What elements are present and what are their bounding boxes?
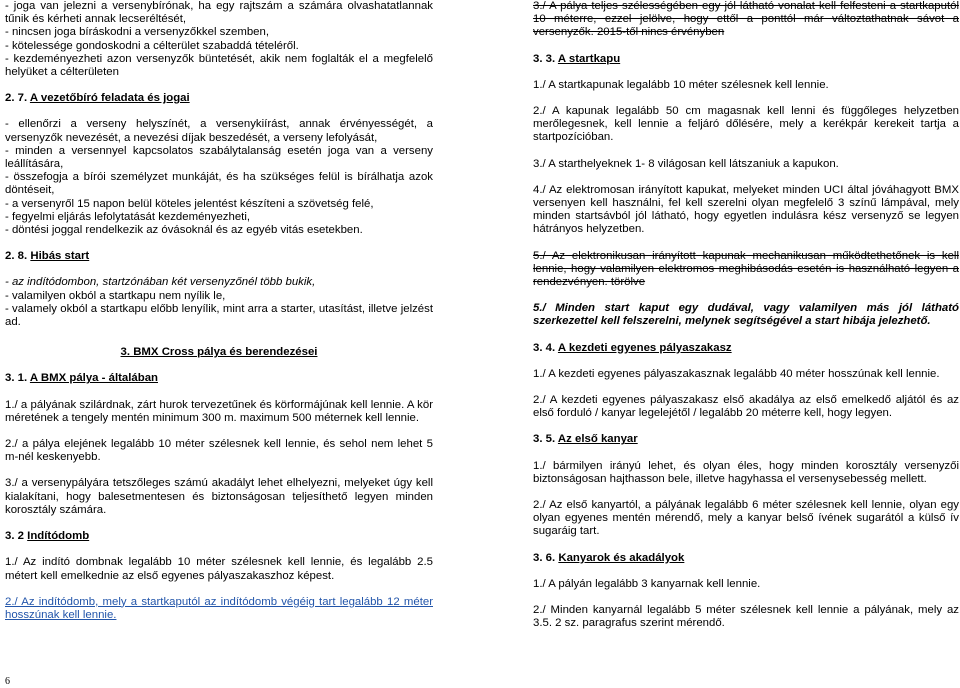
section-title: Kanyarok és akadályok [558, 551, 685, 564]
section-number: 3. 5. [533, 433, 556, 446]
section-title: A kezdeti egyenes pályaszakasz [557, 341, 732, 354]
intro-line: - joga van jelezni a versenybírónak, ha egy rajtszám a számára olvashatatlannak tűnik és kérheti annak lecseréltését, [5, 0, 433, 26]
list-item: - összefogja a bírói személyzet munkáját, és ha szükséges felül is bírálhatja azok döntéseit, [5, 171, 433, 197]
section-title: A startkapu [557, 52, 621, 65]
paragraph: 1./ a pályának szilárdnak, zárt hurok tervezetűnek és körformájúnak kell lennie. A kör méretének a tengely mentén minimum 300 m. maximum 500 méternek kell lennie. [5, 398, 433, 424]
paragraph: 2./ Minden kanyarnál legalább 5 méter szélesnek kell lennie a pályának, mely az 3.5. 2 sz. paragrafus szerint mérendő. [533, 604, 959, 630]
list-item: - döntési joggal rendelkezik az óvásoknál és az egyéb vitás esetekben. [5, 224, 363, 237]
section-number: 3. 6. [533, 551, 556, 564]
section-title: Indítódomb [27, 530, 90, 543]
list-item: - a versenyről 15 napon belül köteles jelentést készíteni a szövetség felé, [5, 197, 374, 210]
section-heading-3-4 [533, 342, 959, 355]
right-column [533, 0, 959, 631]
section-title: A vezetőbíró feladata és jogai [29, 92, 190, 105]
paragraph-struck: 3./ A pálya teljes szélességében egy jól látható vonalat kell felfesteni a startkaputól 10 méterre, ezzel jelölve, hogy ettől a ponttól már változtathatnak sávot a versenyzők. 2015-től nincs érvényben [533, 0, 959, 39]
paragraph-emphasis: 5./ Minden start kaput egy dudával, vagy valamilyen más jól látható szerkezettel kell felszerelni, melynek segítségével a start hibája jelezhető. [533, 302, 959, 328]
section-title: Az első kanyar [557, 433, 638, 446]
intro-line: - kezdeményezheti azon versenyzők büntetését, akik nem foglalták el a megfelelő helyüket a célterületen [5, 52, 433, 79]
paragraph: 3./ A starthelyeknek 1- 8 világosan kell látszaniuk a kapukon. [533, 157, 839, 170]
list-item: - valamely okból a startkapu előbb lenyílik, mint arra a starter, utasítást, illetve jelzést ad. [5, 302, 433, 329]
section-heading-3-5 [533, 433, 959, 446]
paragraph: 2./ Az első kanyartól, a pályának legalább 6 méter szélesnek kell lennie, olyan egy olyan egyenes mentén mérendő, mely a kanyar belső ívének sugarától a külső ív sugaráig tart. [533, 499, 959, 538]
paragraph-struck: 5./ Az elektronikusan irányított kapunak mechanikusan működtethetőnek is kell lennie, hogy valamilyen elektromos meghibásodás esetén is használható legyen a rendezvényen. törölve [533, 249, 959, 289]
section-heading-3-6 [533, 552, 959, 565]
list-item: - valamilyen okból a startkapu nem nyílik le, [5, 289, 226, 302]
section-title: Hibás start [30, 250, 90, 263]
chapter-heading: 3. BMX Cross pálya és berendezései [120, 346, 318, 359]
section-heading-3-1 [5, 372, 433, 385]
paragraph: 2./ A kezdeti egyenes pályaszakasz első akadálya az első emelkedő aljától és az első forduló / kanyar legelejétől / legalább 20 méterre kell, hogy legyen. [533, 394, 959, 420]
section-title: A BMX pálya - általában [29, 372, 158, 385]
paragraph: 2./ A kapunak legalább 50 cm magasnak kell lenni és függőleges helyzetben merőlegesnek, kell lennie a feljáró dőlésére, mely a kerékpár kerekeit tartja a startpozícióban. [533, 105, 959, 144]
list-item: - minden a versennyel kapcsolatos szabálytalanság esetén joga van a verseny leállítására, [5, 144, 433, 171]
paragraph: 2./ a pálya elejének legalább 10 méter szélesnek kell lennie, és sehol nem lehet 5 m-nél keskenyebb. [5, 438, 433, 464]
paragraph: 1./ A kezdeti egyenes pályaszakasznak legalább 40 méter hosszúnak kell lennie. [533, 367, 940, 380]
section-number: 2. 7. [5, 92, 28, 105]
list-item: - az indítódombon, startzónában két versenyzőnél több bukik, [5, 276, 316, 289]
section-number: 3. 4. [533, 341, 556, 354]
intro-line: - kötelessége gondoskodni a célterület szabaddá tételéről. [5, 39, 299, 52]
paragraph: 1./ A pályán legalább 3 kanyarnak kell lennie. [533, 577, 761, 590]
section-heading-2-8 [5, 250, 433, 263]
section-number: 3. 1. [5, 372, 28, 385]
list-item: - ellenőrzi a verseny helyszínét, a versenykiírást, annak érvényességét, a versenyzők nevezését, a nevezési díjak beszedését, a verseny lefolyását, [5, 118, 433, 144]
page-number: 6 [5, 676, 10, 687]
section-number: 3. 3. [533, 52, 556, 65]
section-number: 3. 2 [5, 530, 24, 543]
section-number: 2. 8. [5, 250, 28, 263]
section-heading-3-2 [5, 530, 433, 543]
paragraph: 1./ bármilyen irányú lehet, és olyan éles, hogy minden korosztály versenyzői biztonságosan hajthasson bele, illetve hagyhassa el versenysebesség mellett. [533, 459, 959, 485]
paragraph: 1./ Az indító dombnak legalább 10 méter szélesnek kell lennie, és legalább 2.5 métert kell emelkednie az első egyenes pályaszakaszhoz képest. [5, 556, 433, 582]
section-heading-2-7 [5, 92, 433, 105]
paragraph: 3./ a versenypályára tetszőleges számú akadályt lehet elhelyezni, melyeket úgy kell kialakítani, hogy balesetmentesen és biztonságosan teljesíthető legyen minden korosztály számára. [5, 477, 433, 516]
list-item: - fegyelmi eljárás lefolytatását kezdeményezheti, [5, 210, 251, 223]
section-heading-3-3 [533, 53, 959, 66]
paragraph: 1./ A startkapunak legalább 10 méter szélesnek kell lennie. [533, 78, 829, 91]
left-column [5, 0, 433, 622]
intro-line: - nincsen joga bíráskodni a versenyzőkkel szemben, [5, 26, 270, 39]
paragraph: 4./ Az elektromosan irányított kapukat, melyeket minden UCI által jóváhagyott BMX versenyen kell használni, fel kell szerelni olyan megfelelő 3 színű lámpával, mely minden startsávból jól látható, hogy egyetlen indulásra kész versenyző se legyen hátrányos helyzetben. [533, 183, 959, 236]
paragraph-highlighted: 2./ Az indítódomb, mely a startkaputól az indítódomb végéig tart legalább 12 méter hosszúnak kell lennie. [5, 595, 433, 621]
